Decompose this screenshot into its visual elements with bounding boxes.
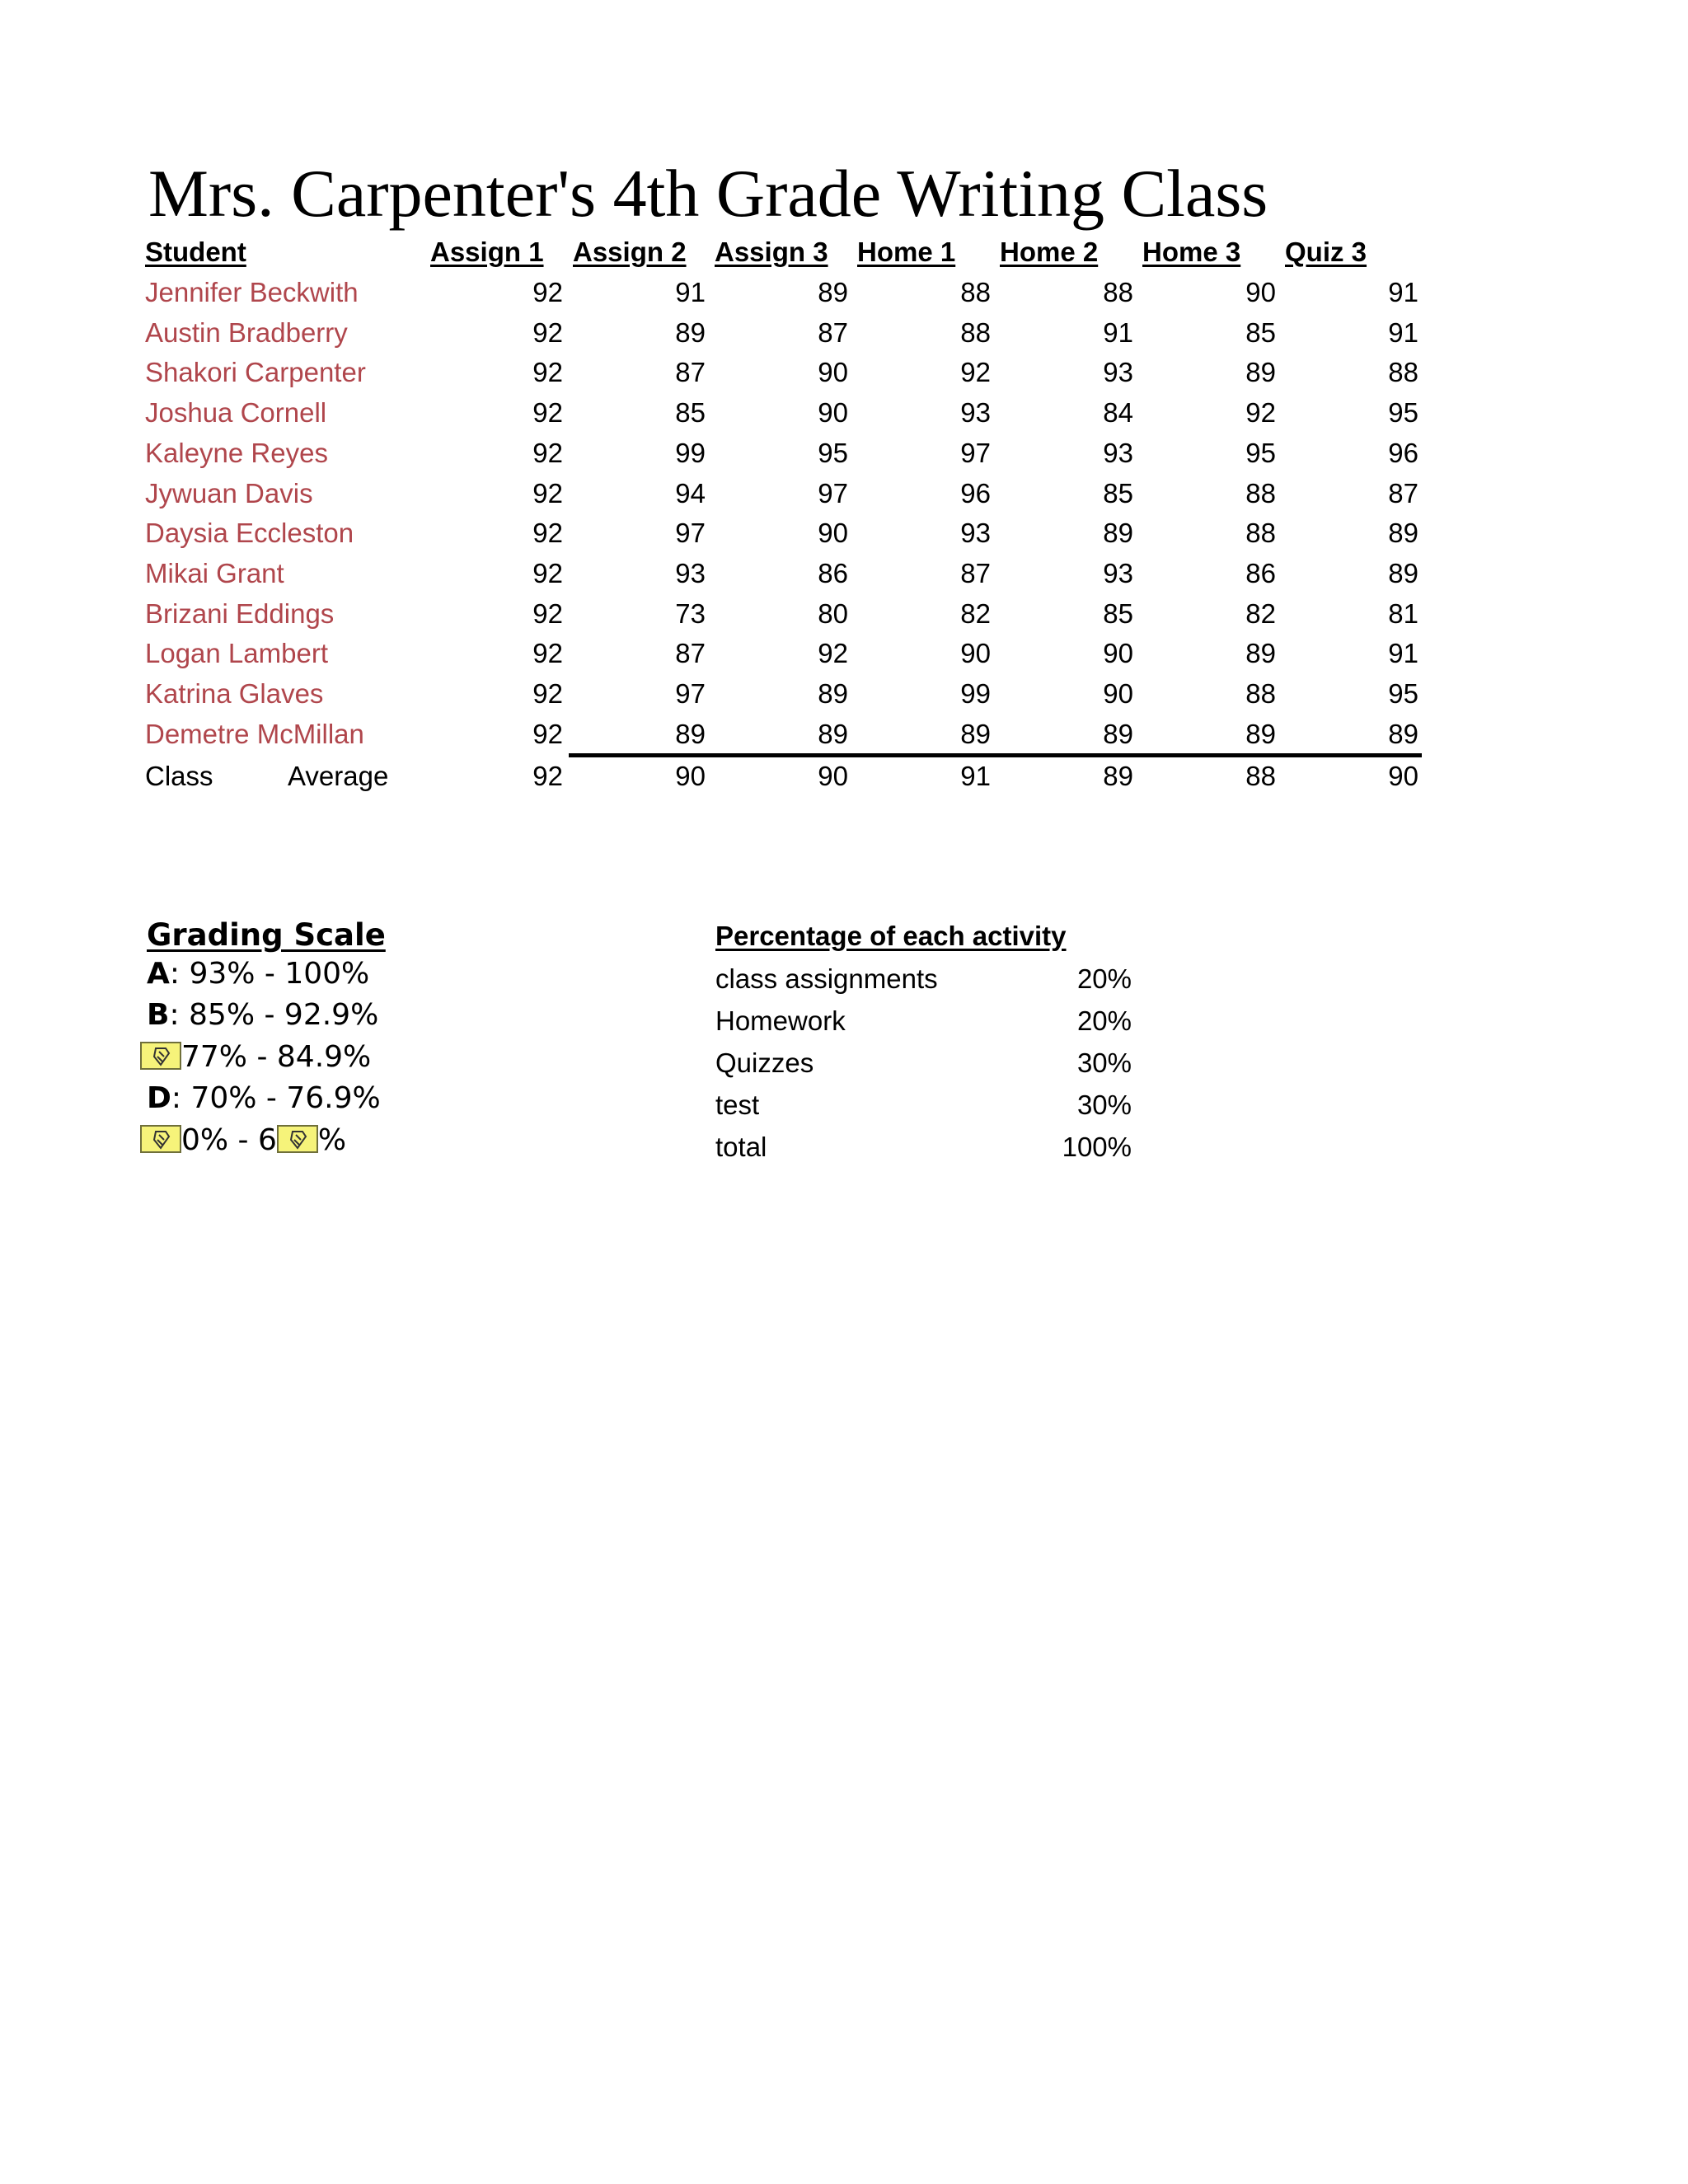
score-cell: 85 xyxy=(675,397,706,428)
score-cell: 80 xyxy=(818,598,848,629)
score-cell: 92 xyxy=(818,638,848,668)
score-cell: 90 xyxy=(818,357,848,387)
score-cell: 90 xyxy=(1103,638,1133,668)
score-cell: 87 xyxy=(818,317,848,348)
activity-value: 100% xyxy=(1062,1132,1132,1162)
activity-label: Quizzes xyxy=(715,1047,814,1078)
score-cell: 97 xyxy=(818,478,848,509)
score-cell: 90 xyxy=(1245,277,1276,307)
grading-scale-header: Grading Scale xyxy=(147,917,386,953)
missing-image-icon xyxy=(140,1125,181,1153)
grade-b xyxy=(147,995,378,1036)
score-cell: 92 xyxy=(532,518,563,548)
score-cell: 85 xyxy=(1245,317,1276,348)
student-name: Austin Bradberry xyxy=(145,317,348,348)
student-name: Daysia Eccleston xyxy=(145,518,354,548)
score-cell: 91 xyxy=(1388,638,1418,668)
grade-c-range: 77% - 84.9% xyxy=(181,1040,372,1074)
score-cell: 92 xyxy=(532,678,563,709)
score-cell: 90 xyxy=(818,518,848,548)
score-cell: 93 xyxy=(960,518,991,548)
score-cell: 85 xyxy=(1103,478,1133,509)
student-name: Kaleyne Reyes xyxy=(145,438,328,468)
score-cell: 82 xyxy=(960,598,991,629)
score-cell: 89 xyxy=(1245,638,1276,668)
score-cell: 90 xyxy=(1103,678,1133,709)
score-cell: 82 xyxy=(1245,598,1276,629)
score-cell: 92 xyxy=(960,357,991,387)
score-cell: 92 xyxy=(532,357,563,387)
score-cell: 96 xyxy=(960,478,991,509)
score-cell: 97 xyxy=(675,678,706,709)
score-cell: 88 xyxy=(1245,678,1276,709)
activity-label: Homework xyxy=(715,1005,846,1036)
score-cell: 88 xyxy=(1388,357,1418,387)
score-cell: 92 xyxy=(1245,397,1276,428)
score-cell: 88 xyxy=(960,317,991,348)
student-name: Shakori Carpenter xyxy=(145,357,366,387)
grade-a-range: : 93% - 100% xyxy=(169,957,370,991)
student-name: Jywuan Davis xyxy=(145,478,313,509)
score-cell: 97 xyxy=(960,438,991,468)
column-header: Assign 1 xyxy=(430,237,544,267)
score-cell: 89 xyxy=(1103,518,1133,548)
score-cell: 95 xyxy=(1388,397,1418,428)
score-cell: 89 xyxy=(1103,719,1133,749)
score-cell: 97 xyxy=(675,518,706,548)
score-cell: 91 xyxy=(1388,317,1418,348)
column-header: Assign 2 xyxy=(573,237,687,267)
score-cell: 87 xyxy=(675,357,706,387)
student-name: Mikai Grant xyxy=(145,558,284,588)
page-title: Mrs. Carpenter's 4th Grade Writing Class xyxy=(148,156,1268,231)
score-cell: 92 xyxy=(532,558,563,588)
average-label: Class xyxy=(145,761,213,791)
missing-image-icon xyxy=(140,1042,181,1070)
grade-f-range-end: % xyxy=(317,1123,347,1157)
score-cell: 94 xyxy=(675,478,706,509)
grade-a xyxy=(147,954,369,995)
score-cell: 92 xyxy=(532,478,563,509)
activity-label: test xyxy=(715,1090,760,1120)
activity-label: total xyxy=(715,1132,767,1162)
average-cell: 90 xyxy=(675,761,706,791)
score-cell: 93 xyxy=(675,558,706,588)
score-cell: 88 xyxy=(1245,518,1276,548)
average-cell: 88 xyxy=(1245,761,1276,791)
score-cell: 87 xyxy=(960,558,991,588)
average-cell: 90 xyxy=(1388,761,1418,791)
score-cell: 89 xyxy=(1245,357,1276,387)
score-cell: 96 xyxy=(1388,438,1418,468)
score-cell: 89 xyxy=(818,719,848,749)
score-cell: 89 xyxy=(1388,558,1418,588)
average-cell: 91 xyxy=(960,761,991,791)
score-cell: 90 xyxy=(818,397,848,428)
score-cell: 93 xyxy=(960,397,991,428)
grade-b-letter: B xyxy=(147,998,170,1032)
score-cell: 88 xyxy=(960,277,991,307)
score-cell: 92 xyxy=(532,638,563,668)
score-cell: 90 xyxy=(960,638,991,668)
student-name: Brizani Eddings xyxy=(145,598,335,629)
score-cell: 91 xyxy=(1103,317,1133,348)
score-cell: 88 xyxy=(1103,277,1133,307)
score-cell: 92 xyxy=(532,317,563,348)
score-cell: 88 xyxy=(1245,478,1276,509)
score-cell: 92 xyxy=(532,719,563,749)
column-header: Student xyxy=(145,237,246,267)
average-cell: 92 xyxy=(532,761,563,791)
activity-header: Percentage of each activity xyxy=(715,921,1067,951)
score-cell: 92 xyxy=(532,397,563,428)
total-rule xyxy=(569,753,1422,757)
score-cell: 95 xyxy=(818,438,848,468)
score-cell: 85 xyxy=(1103,598,1133,629)
score-cell: 84 xyxy=(1103,397,1133,428)
activity-value: 30% xyxy=(1076,1090,1132,1120)
average-label: Average xyxy=(288,761,389,791)
average-cell: 89 xyxy=(1103,761,1133,791)
score-cell: 89 xyxy=(1388,518,1418,548)
score-cell: 92 xyxy=(532,438,563,468)
score-cell: 95 xyxy=(1388,678,1418,709)
score-cell: 86 xyxy=(1245,558,1276,588)
score-cell: 89 xyxy=(960,719,991,749)
score-cell: 86 xyxy=(818,558,848,588)
student-name: Joshua Cornell xyxy=(145,397,327,428)
score-cell: 92 xyxy=(532,277,563,307)
column-header: Home 2 xyxy=(1000,237,1099,267)
score-cell: 93 xyxy=(1103,438,1133,468)
missing-image-icon xyxy=(277,1125,318,1153)
score-cell: 87 xyxy=(1388,478,1418,509)
column-header: Home 1 xyxy=(857,237,956,267)
score-cell: 89 xyxy=(675,719,706,749)
score-cell: 92 xyxy=(532,598,563,629)
grade-d-range: : 70% - 76.9% xyxy=(171,1081,381,1115)
activity-value: 20% xyxy=(1076,1005,1132,1036)
average-cell: 90 xyxy=(818,761,848,791)
student-name: Jennifer Beckwith xyxy=(145,277,359,307)
grade-d-letter: D xyxy=(147,1081,171,1115)
score-cell: 93 xyxy=(1103,357,1133,387)
score-cell: 89 xyxy=(818,277,848,307)
score-cell: 89 xyxy=(818,678,848,709)
score-cell: 89 xyxy=(675,317,706,348)
score-cell: 99 xyxy=(960,678,991,709)
column-header: Assign 3 xyxy=(715,237,828,267)
score-cell: 91 xyxy=(675,277,706,307)
score-cell: 87 xyxy=(675,638,706,668)
student-name: Logan Lambert xyxy=(145,638,328,668)
score-cell: 81 xyxy=(1388,598,1418,629)
grade-f xyxy=(140,1120,346,1161)
activity-value: 30% xyxy=(1076,1047,1132,1078)
grade-a-letter: A xyxy=(147,957,170,991)
score-cell: 91 xyxy=(1388,277,1418,307)
score-cell: 95 xyxy=(1245,438,1276,468)
score-cell: 89 xyxy=(1388,719,1418,749)
column-header: Quiz 3 xyxy=(1285,237,1367,267)
grade-c xyxy=(140,1037,371,1078)
activity-label: class assignments xyxy=(715,963,938,994)
grade-d xyxy=(147,1078,381,1119)
student-name: Demetre McMillan xyxy=(145,719,364,749)
column-header: Home 3 xyxy=(1142,237,1241,267)
score-cell: 89 xyxy=(1245,719,1276,749)
score-cell: 73 xyxy=(675,598,706,629)
grade-f-range-start: 0% - 6 xyxy=(181,1123,277,1157)
score-cell: 99 xyxy=(675,438,706,468)
grade-b-range: : 85% - 92.9% xyxy=(169,998,379,1032)
activity-value: 20% xyxy=(1076,963,1132,994)
student-name: Katrina Glaves xyxy=(145,678,324,709)
score-cell: 93 xyxy=(1103,558,1133,588)
